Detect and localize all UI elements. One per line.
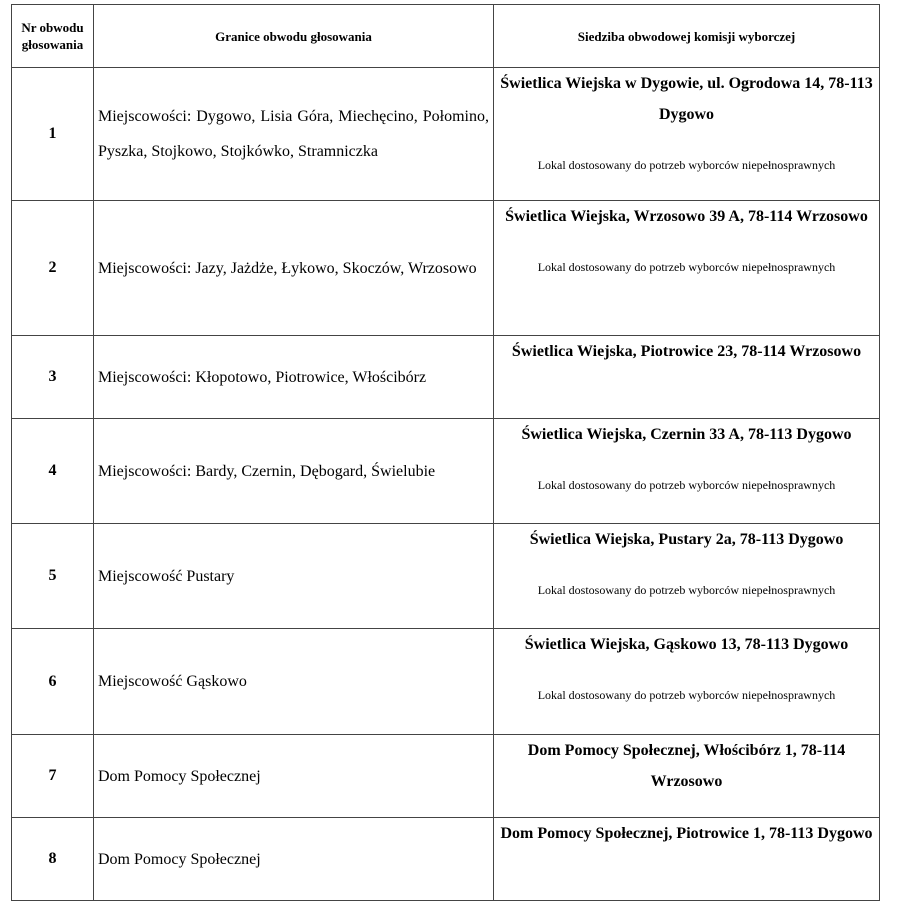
header-bounds: Granice obwodu głosowania: [94, 5, 494, 68]
seat-address: Świetlica Wiejska, Piotrowice 23, 78-114 Wrzosowo: [511, 343, 862, 360]
table-header-row: [12, 5, 880, 68]
table-row: [12, 629, 880, 735]
district-number: 8: [12, 818, 94, 901]
district-seat: [494, 735, 880, 818]
header-seat: Siedziba obwodowej komisji wyborczej: [494, 5, 880, 68]
district-seat: [494, 629, 880, 735]
seat-address: Dom Pomocy Społecznej, Piotrowice 1, 78-113 Dygowo: [500, 825, 873, 842]
table-row: [12, 524, 880, 629]
accessibility-note: Lokal dostosowany do potrzeb wyborców niepełnosprawnych: [537, 260, 836, 274]
district-number: 4: [12, 419, 94, 524]
district-seat: [494, 336, 880, 419]
seat-address: Świetlica Wiejska, Wrzosowo 39 A, 78-114 Wrzosowo: [505, 208, 868, 225]
seat-address: Świetlica Wiejska w Dygowie, ul. Ogrodowa 14, 78-113 Dygowo: [500, 75, 873, 123]
district-seat: [494, 68, 880, 201]
district-number: 5: [12, 524, 94, 629]
district-seat: [494, 201, 880, 336]
table-row: [12, 68, 880, 201]
accessibility-note: Lokal dostosowany do potrzeb wyborców niepełnosprawnych: [537, 583, 836, 597]
accessibility-note: Lokal dostosowany do potrzeb wyborców niepełnosprawnych: [537, 158, 836, 172]
seat-address: Świetlica Wiejska, Czernin 33 A, 78-113 Dygowo: [521, 426, 852, 443]
district-bounds: Miejscowości: Jazy, Jażdże, Łykowo, Skoczów, Wrzosowo: [94, 201, 494, 336]
district-bounds: Miejscowości: Kłopotowo, Piotrowice, Włościbórz: [94, 336, 494, 419]
district-seat: [494, 818, 880, 901]
table-row: [12, 735, 880, 818]
accessibility-note: Lokal dostosowany do potrzeb wyborców niepełnosprawnych: [537, 478, 836, 492]
district-bounds: Miejscowości: Dygowo, Lisia Góra, Miechęcino, Połomino, Pyszka, Stojkowo, Stojkówko, Stramniczka: [94, 68, 494, 201]
district-seat: [494, 419, 880, 524]
seat-address: Świetlica Wiejska, Gąskowo 13, 78-113 Dygowo: [524, 636, 849, 653]
district-bounds: Miejscowości: Bardy, Czernin, Dębogard, Świelubie: [94, 419, 494, 524]
table-row: [12, 818, 880, 901]
district-bounds: Miejscowość Gąskowo: [94, 629, 494, 735]
header-number: Nr obwodu głosowania: [12, 5, 94, 68]
seat-address: Dom Pomocy Społecznej, Włościbórz 1, 78-114 Wrzosowo: [527, 742, 846, 790]
district-number: 6: [12, 629, 94, 735]
table-row: [12, 201, 880, 336]
district-bounds: Dom Pomocy Społecznej: [94, 735, 494, 818]
district-bounds: Dom Pomocy Społecznej: [94, 818, 494, 901]
table-row: [12, 419, 880, 524]
seat-address: Świetlica Wiejska, Pustary 2a, 78-113 Dygowo: [529, 531, 844, 548]
district-number: 3: [12, 336, 94, 419]
district-seat: [494, 524, 880, 629]
district-number: 7: [12, 735, 94, 818]
accessibility-note: Lokal dostosowany do potrzeb wyborców niepełnosprawnych: [537, 688, 836, 702]
district-bounds: Miejscowość Pustary: [94, 524, 494, 629]
voting-districts-table: [11, 4, 880, 901]
table-row: [12, 336, 880, 419]
district-number: 2: [12, 201, 94, 336]
district-number: 1: [12, 68, 94, 201]
